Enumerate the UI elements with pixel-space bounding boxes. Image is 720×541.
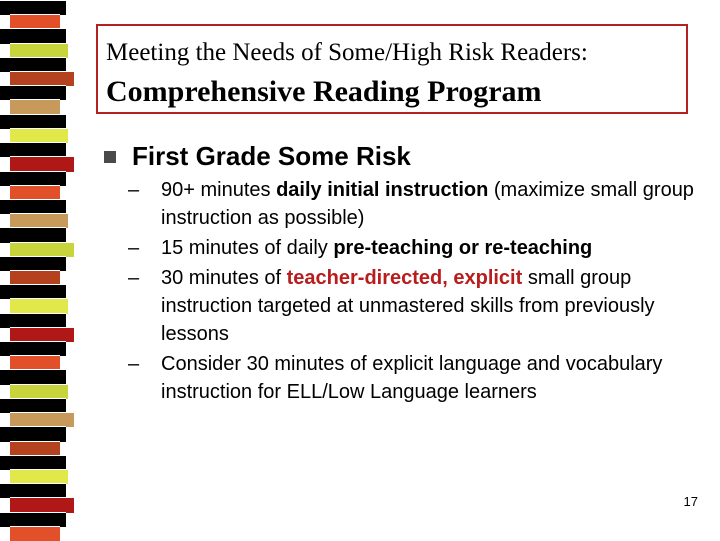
stripe-segment — [10, 242, 74, 257]
stripe-segment — [0, 227, 66, 242]
square-bullet-icon — [104, 151, 116, 163]
stripe-segment — [0, 369, 66, 384]
sub1-text: 90+ minutes — [161, 179, 277, 201]
sub-bullet-4 — [128, 350, 698, 406]
stripe-segment — [10, 270, 60, 285]
stripe-segment — [10, 99, 60, 114]
stripe-segment — [0, 0, 66, 15]
stripe-segment — [0, 171, 66, 186]
sub3-red-emphasis: teacher-directed, explicit — [286, 267, 523, 289]
stripe-segment — [0, 483, 66, 498]
sub1-bold: daily initial instruction — [276, 179, 489, 201]
dash-bullet-icon: – — [128, 353, 140, 375]
page-number: 17 — [683, 494, 698, 509]
stripe-segment — [10, 156, 74, 171]
stripe-segment — [0, 398, 66, 413]
stripe-segment — [0, 256, 66, 271]
dash-bullet-icon: – — [128, 267, 140, 289]
stripe-segment — [0, 199, 66, 214]
slide-title-line2: Comprehensive Reading Program — [106, 75, 542, 108]
stripe-segment — [10, 412, 74, 427]
sub-bullet-3 — [128, 264, 698, 348]
title-box — [96, 24, 688, 114]
slide-title-line1: Meeting the Needs of Some/High Risk Readers: — [106, 39, 588, 66]
sub-bullet-2 — [128, 234, 698, 262]
dash-bullet-icon: – — [128, 237, 140, 259]
stripe-segment — [0, 512, 66, 527]
stripe-segment — [10, 71, 74, 86]
stripe-segment — [0, 142, 66, 157]
stripe-segment — [10, 497, 74, 512]
stripe-segment — [10, 43, 68, 58]
sub4-text: Consider 30 minutes of explicit language and vocabulary instruction for ELL/Low Language learners — [161, 353, 663, 403]
stripe-segment — [0, 455, 66, 470]
sub2-text: 15 minutes of daily — [161, 237, 334, 259]
stripe-segment — [10, 384, 68, 399]
stripe-segment — [10, 526, 60, 541]
main-bullet-text: First Grade Some Risk — [132, 141, 411, 171]
stripe-segment — [0, 28, 66, 43]
stripe-segment — [10, 355, 60, 370]
stripe-segment — [10, 185, 60, 200]
stripe-segment — [0, 284, 66, 299]
stripe-segment — [0, 85, 66, 100]
stripe-segment — [10, 128, 68, 143]
dash-bullet-icon: – — [128, 179, 140, 201]
stripe-segment — [0, 313, 66, 328]
sub2-bold: pre-teaching or re-teaching — [333, 237, 593, 259]
decorative-stripe-bar — [0, 0, 74, 540]
stripe-segment — [0, 114, 66, 129]
sub3-text: 30 minutes of — [161, 267, 287, 289]
sub-bullet-1 — [128, 176, 698, 232]
sub3-text-end: small group instruction targeted at unmastered skills from previously lessons — [161, 267, 655, 345]
stripe-segment — [10, 441, 60, 456]
stripe-segment — [0, 341, 66, 356]
stripe-segment — [10, 14, 60, 29]
stripe-segment — [10, 213, 68, 228]
sub-bullet-list — [128, 176, 698, 408]
sub1-text-end: (maximize small group instruction as possible) — [161, 179, 694, 229]
stripe-segment — [10, 327, 74, 342]
stripe-segment — [0, 426, 66, 441]
stripe-segment — [10, 469, 68, 484]
stripe-segment — [0, 57, 66, 72]
stripe-segment — [10, 298, 68, 313]
